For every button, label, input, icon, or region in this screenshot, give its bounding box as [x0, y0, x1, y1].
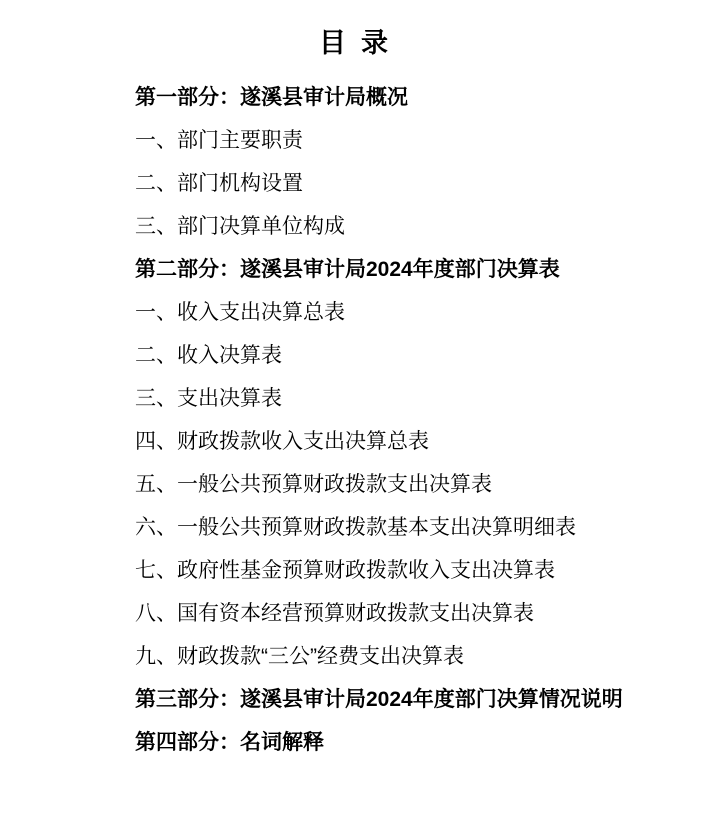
toc-item: 七、政府性基金预算财政拨款收入支出决算表	[135, 559, 555, 582]
toc-section-heading: 第二部分：遂溪县审计局2024年度部门决算表	[135, 258, 560, 281]
toc-section-heading: 第三部分：遂溪县审计局2024年度部门决算情况说明	[135, 688, 623, 711]
toc-item: 一、部门主要职责	[135, 129, 303, 152]
toc-item: 二、部门机构设置	[135, 172, 303, 195]
toc-section-heading: 第一部分：遂溪县审计局概况	[135, 86, 408, 109]
toc-item: 八、国有资本经营预算财政拨款支出决算表	[135, 602, 534, 625]
page-title: 目 录	[318, 28, 388, 58]
toc-item: 九、财政拨款“三公”经费支出决算表	[135, 645, 464, 668]
toc-section-heading: 第四部分：名词解释	[135, 731, 324, 754]
toc-item: 一、收入支出决算总表	[135, 301, 345, 324]
toc-item: 三、部门决算单位构成	[135, 215, 345, 238]
toc-item: 四、财政拨款收入支出决算总表	[135, 430, 429, 453]
toc-item: 五、一般公共预算财政拨款支出决算表	[135, 473, 492, 496]
toc-list	[0, 76, 707, 764]
toc-item: 三、支出决算表	[135, 387, 282, 410]
toc-item: 二、收入决算表	[135, 344, 282, 367]
toc-item: 六、一般公共预算财政拨款基本支出决算明细表	[135, 516, 576, 539]
